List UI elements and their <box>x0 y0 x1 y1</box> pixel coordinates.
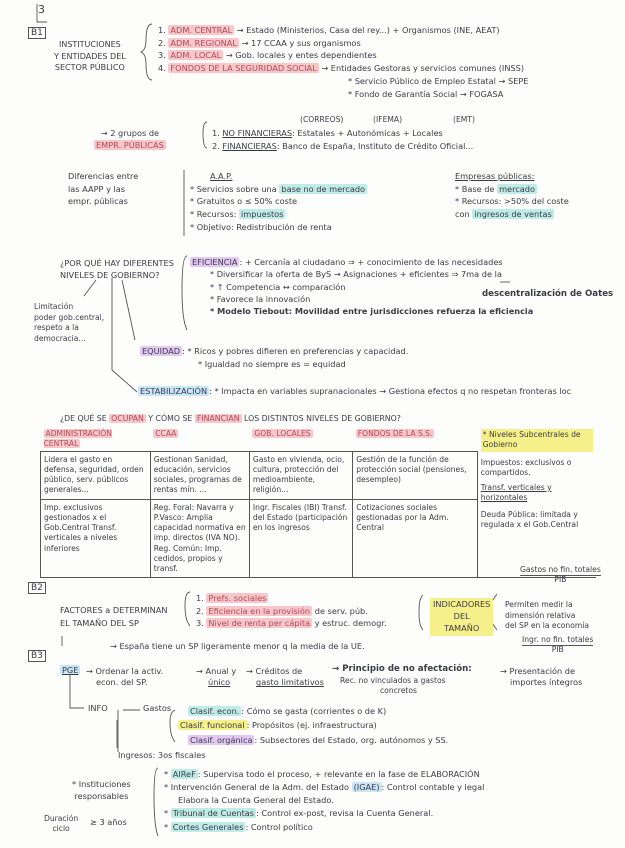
empr-groups: 1. NO FINANCIERAS: Estatales + Autonómicas + Locales 2. FINANCIERAS: Banco de España, Instituto de Crédito Oficial... <box>212 128 474 152</box>
why-levels-label: ¿POR QUÉ HAY DIFERENTES NIVELES DE GOBIERNO? <box>60 258 174 281</box>
col-header: FONDOS DE LA S.S. <box>357 429 433 438</box>
equidad-block: EQUIDAD : * Ricos y pobres difieren en preferencias y capacidad. * Igualdad no siempre es = equidad <box>142 346 409 370</box>
factores-label: FACTORES a DETERMINAN EL TAMAÑO DEL SP <box>60 605 168 629</box>
empr-publicas-label: → 2 grupos de EMPR. PÚBLICAS <box>96 128 164 150</box>
presentacion-note: → Presentación de importes íntegros <box>500 666 583 688</box>
ss-sub-1: * Servicio Público de Empleo Estatal → SEPE <box>348 75 529 86</box>
eficiencia-block: EFICIENCIA : + Cercanía al ciudadano ⇒ + conocimiento de las necesidades * Diversificar la oferta de ByS → Asignaciones + eficientes ⇒ 7ma de la * ↑ Competencia ↔ comparación * Favorece la innovación * Modelo Tiebout: Movilidad entre jurisdicciones refuerza la eficiencia <box>192 257 534 317</box>
table-cell: Gasto en vivienda, ocio, cultura, protección del medioambiente, religión... <box>249 451 352 499</box>
indicadores-label: INDICADORES DEL TAMAÑO <box>430 598 493 636</box>
section-tag-b2: B2 <box>28 582 46 594</box>
ingresos-note: Ingresos: 3os fiscales <box>118 750 206 760</box>
inst-item: 2. ADM. REGIONAL → 17 CCAA y sus organismos <box>158 37 361 48</box>
col-header: ADMINISTRACIÓN CENTRAL <box>43 429 112 449</box>
table-cell: Imp. exclusivos gestionados x el Gob.Central Transf. verticales a niveles inferiores <box>41 499 151 578</box>
aapp-block: A.A.P. * Servicios sobre una base no de mercado * Gratuitos o ≤ 50% coste * Recursos: impuestos * Objetivo: Redistribución de renta <box>190 171 366 232</box>
col-header: CCAA <box>155 429 177 438</box>
inst-item: 3. ADM. LOCAL → Gob. locales y entes dependientes <box>158 50 377 61</box>
table-cell: Gestionan Sanidad, educación, servicios sociales, programas de rentas mín. ... <box>150 451 249 499</box>
estabilizacion-block: ESTABILIZACIÓN : * Impacta en variables supranacionales → Gestiona efectos q no respetan fronteras loc <box>140 386 572 396</box>
table-cell: Ingr. Fiscales (IBI) Transf. del Estado (participación en los ingresos <box>249 499 352 578</box>
pge-label: PGE <box>62 665 79 675</box>
ordenar-note: → Ordenar la activ. econ. del SP. <box>86 666 164 688</box>
table-cell: Gestión de la función de protección social (pensiones, desempleo) <box>353 451 477 499</box>
label-correos: (CORREOS) <box>300 115 344 124</box>
levels-table <box>40 428 596 578</box>
side-title: * Niveles Subcentrales de Gobierno <box>481 429 593 452</box>
inst-item: 1. ADM. CENTRAL → Estado (Ministerios, Casa del rey...) + Organismos (INE, AEAT) <box>158 25 500 35</box>
side-item: Transf. verticales y horizontales <box>480 483 552 503</box>
gastos-fraction: Gastos no fin. totales PIB <box>520 565 601 584</box>
ss-sub-2: * Fondo de Garantía Social → FOGASA <box>348 88 504 99</box>
creditos-note: → Créditos de gasto limitativos <box>246 666 324 688</box>
permiten-note: Permiten medir la dimensión relativa del SP en la economía <box>505 600 590 631</box>
page-number: 3 <box>38 3 45 16</box>
institutions-list <box>158 24 528 100</box>
inst-item: 4. FONDOS DE LA SEGURIDAD SOCIAL → Entidades Gestoras y servicios comunes (INSS) <box>158 63 525 74</box>
col-header: GOB. LOCALES <box>254 429 311 438</box>
responsables-label: * Instituciones responsables <box>72 779 131 802</box>
section-tag-b3: B3 <box>28 650 46 662</box>
clasif-list: Clasif. econ. : Cómo se gasta (corrientes o de K) Clasif. funcional : Propósitos (ej. infraestructura) Clasif. orgánica : Subsectores del Estado, org. autónomos y SS. <box>180 706 449 745</box>
label-emt: (EMT) <box>453 115 475 124</box>
info-label: INFO <box>88 703 108 713</box>
side-item: Deuda Pública: limitada y regulada x el Gob.Central <box>480 509 579 529</box>
principio-note: → Principio de no afectación: Rec. no vinculados a gastos concretos <box>332 664 472 695</box>
side-item: Impuestos: exclusivos o compartidos. <box>480 457 572 477</box>
table-cell: Cotizaciones sociales gestionadas por la Adm. Central <box>353 499 477 578</box>
duracion-label: Duración ciclo <box>44 814 79 833</box>
label-ifema: (IFEMA) <box>373 115 403 124</box>
institutions-label: INSTITUCIONES Y ENTIDADES DEL SECTOR PÚBLICO <box>54 40 126 73</box>
section-tag-b1: B1 <box>28 27 46 39</box>
table-cell: Reg. Foral: Navarra y P.Vasco: Amplia capacidad normativa en imp. directos (IVA NO). Reg. Común: Imp. cedidos, propios y transf. <box>150 499 249 578</box>
empresas-block: Empresas públicas: * Base de mercado * Recursos: >50% del coste con ingresos de ventas <box>455 171 569 220</box>
table-question: ¿DE QUÉ SE OCUPAN Y CÓMO SE FINANCIAN LOS DISTINTOS NIVELES DE GOBIERNO? <box>60 414 401 423</box>
factores-list: 1. Prefs. sociales 2. Eficiencia en la provisión de serv. púb. 3. Nivel de renta per cápita y estruc. demogr. <box>196 593 387 629</box>
duracion-value: ≥ 3 años <box>90 817 127 827</box>
anual-note: → Anual y único <box>196 666 237 688</box>
limitacion-note: Limitación poder gob.central, respeto a la democracia... <box>34 302 105 343</box>
responsables-list: * AIReF : Supervisa todo el proceso, + relevante en la fase de ELABORACIÓN * Intervención General de la Adm. del Estado (IGAE) : Control contable y legal Elabora la Cuenta General del Estado. * Tribunal de Cuentas : Control ex-post, revisa la Cuenta General. * Cortes Generales : Control político <box>164 769 485 832</box>
table-cell: Lidera el gasto en defensa, seguridad, orden público, serv. públicos generales... <box>41 451 151 499</box>
ingresos-fraction: Ingr. no fin. totales PIB <box>522 635 594 654</box>
descentralizacion-note: descentralización de Oates <box>482 289 614 299</box>
diferencias-label: Diferencias entre las AAPP y las empr. públicas <box>68 171 139 207</box>
gastos-label: Gastos <box>143 703 172 713</box>
espana-note: → España tiene un SP ligeramente menor q la media de la UE. <box>110 641 365 651</box>
